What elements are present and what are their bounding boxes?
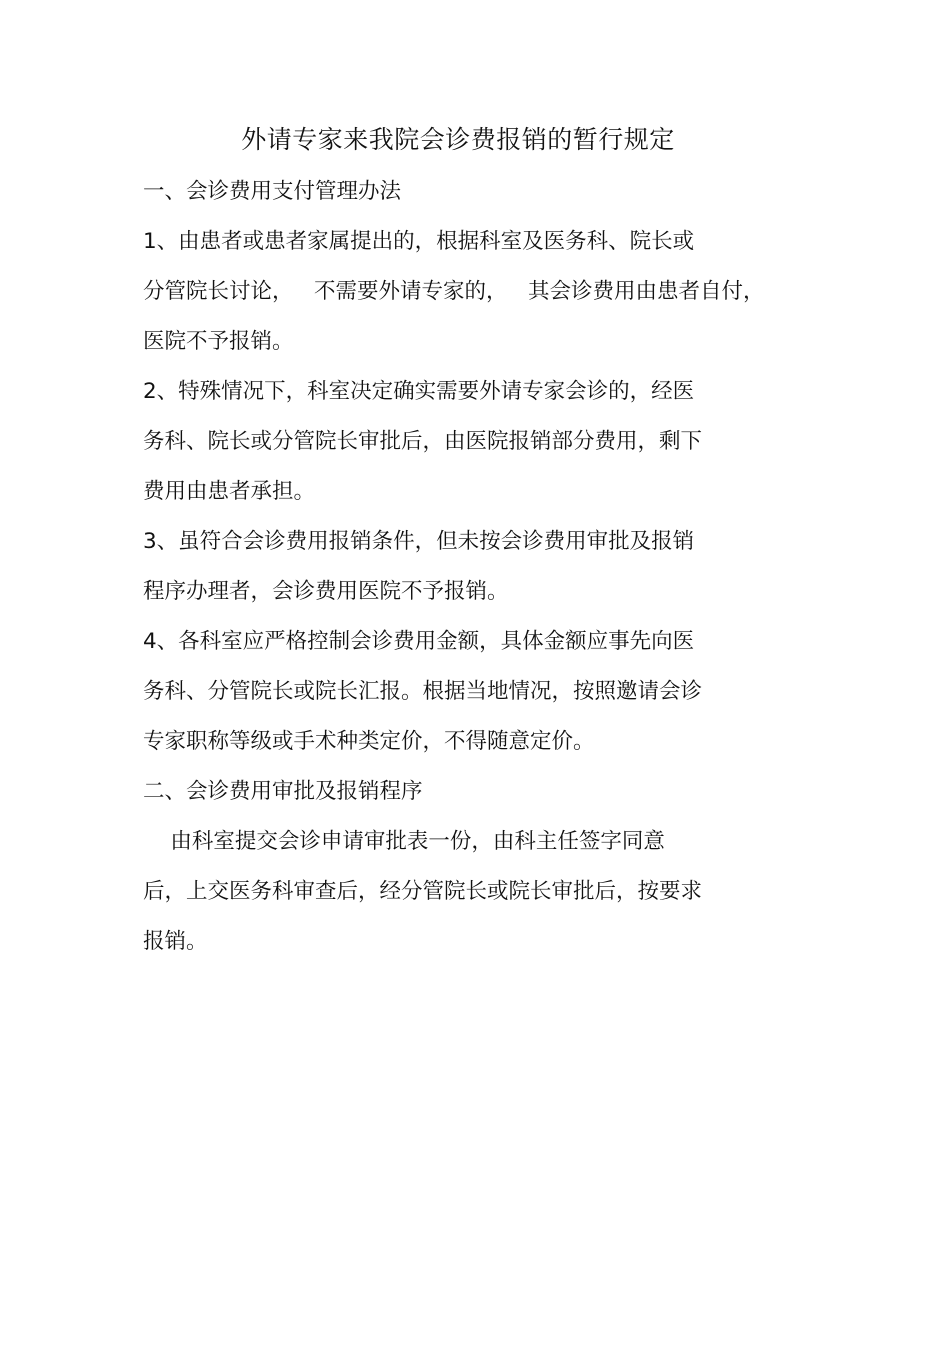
paragraph-line: 3、虽符合会诊费用报销条件，但未按会诊费用审批及报销: [143, 529, 695, 554]
paragraph-line: 1、由患者或患者家属提出的，根据科室及医务科、院长或: [143, 229, 695, 254]
paragraph-line: 务科、分管院长或院长汇报。根据当地情况，按照邀请会诊: [143, 679, 703, 704]
section-heading-1: 一、会诊费用支付管理办法: [143, 179, 402, 204]
paragraph-line: 程序办理者，会诊费用医院不予报销。: [143, 579, 509, 604]
paragraph-line: 分管院长讨论， 不需要外请专家的， 其会诊费用由患者自付，: [143, 279, 765, 304]
paragraph-line: 医院不予报销。: [143, 329, 294, 354]
paragraph-line: 务科、院长或分管院长审批后，由医院报销部分费用，剩下: [143, 429, 703, 454]
paragraph-line: 费用由患者承担。: [143, 479, 316, 504]
paragraph-line: 4、各科室应严格控制会诊费用金额，具体金额应事先向医: [143, 629, 695, 654]
paragraph-line: 2、特殊情况下，科室决定确实需要外请专家会诊的，经医: [143, 379, 695, 404]
document-title: 外请专家来我院会诊费报销的暂行规定: [241, 125, 675, 154]
paragraph-line: 报销。: [143, 929, 208, 954]
paragraph-line: 由科室提交会诊申请审批表一份，由科主任签字同意: [143, 829, 665, 854]
paragraph-line: 后，上交医务科审查后，经分管院长或院长审批后，按要求: [143, 879, 703, 904]
section-heading-2: 二、会诊费用审批及报销程序: [143, 779, 423, 804]
paragraph-line: 专家职称等级或手术种类定价，不得随意定价。: [143, 729, 595, 754]
